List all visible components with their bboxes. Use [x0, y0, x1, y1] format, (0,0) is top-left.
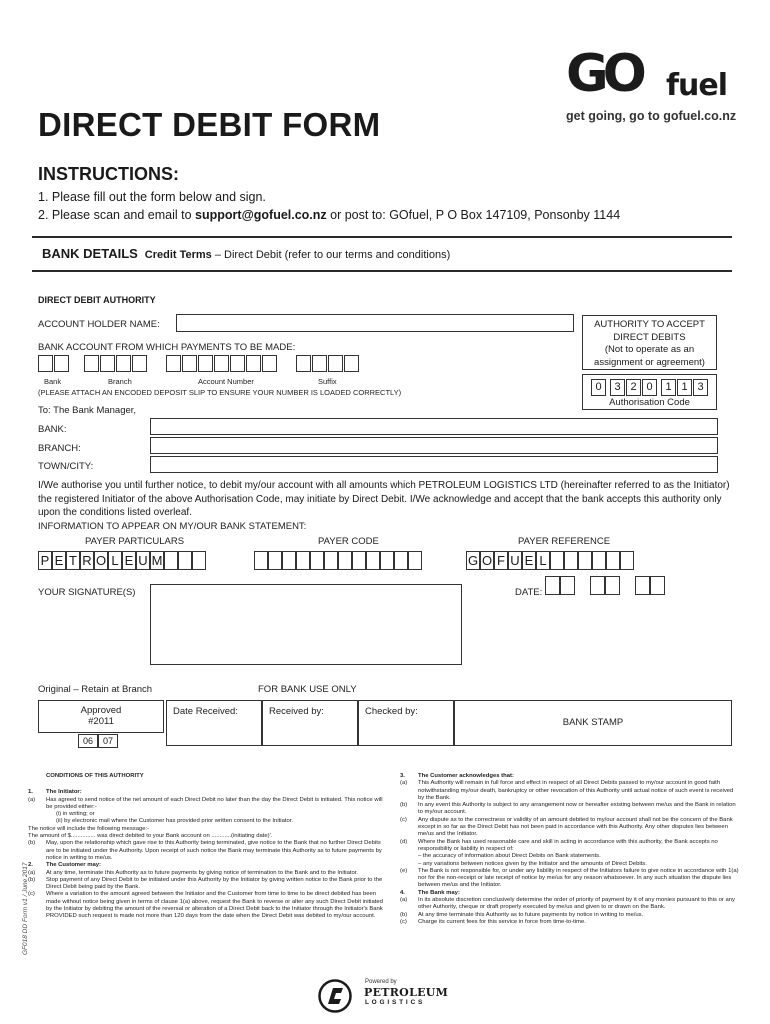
- auth-box-line2: DIRECT DEBITS: [613, 331, 686, 343]
- date-received-cell[interactable]: [166, 700, 262, 746]
- auth-code-digit: 0: [642, 379, 657, 396]
- bank-stamp-cell: [454, 700, 732, 746]
- code-char[interactable]: [310, 551, 324, 570]
- cond-num: (c): [400, 918, 407, 925]
- attach-note: (PLEASE ATTACH AN ENCODED DEPOSIT SLIP TO ENSURE YOUR NUMBER IS LOADED CORRECTLY): [38, 388, 402, 397]
- particulars-char[interactable]: E: [52, 551, 66, 570]
- instruction-2-suffix: or post to: GOfuel, P O Box 147109, Ponsonby 1144: [326, 208, 621, 222]
- cond-text: In its absolute discretion conclusively determine the order of priority of payment by it of any monies pursuant to this or any other Authority, cheque or draft properly executed by me/us and given to or drawn on the Bank.: [418, 897, 735, 911]
- cond-num: (b): [400, 911, 408, 918]
- bank-details-heading: [42, 246, 450, 261]
- cond-text: At any time, terminate this Authority as to future payments by giving notice of termination to the Bank and to the Initiator.: [46, 869, 359, 876]
- reference-char[interactable]: [620, 551, 634, 570]
- date-digit[interactable]: [560, 576, 575, 595]
- cond-4c: [400, 919, 740, 926]
- cond-num: (a): [28, 796, 36, 803]
- signature-label: YOUR SIGNATURE(S): [38, 587, 136, 598]
- auth-code-digit: 3: [693, 379, 708, 396]
- powered-by: Powered by: [365, 979, 397, 985]
- account-digit[interactable]: [198, 355, 213, 372]
- branch-digit[interactable]: [100, 355, 115, 372]
- cond-3d-2: – any variations between notices given by the Initiator and the amounts of Direct Debits.: [418, 860, 647, 867]
- code-char[interactable]: [408, 551, 422, 570]
- cond-num: (a): [400, 897, 408, 904]
- particulars-char[interactable]: T: [66, 551, 80, 570]
- code-char[interactable]: [338, 551, 352, 570]
- particulars-char[interactable]: [164, 551, 178, 570]
- authorisation-code-panel: [582, 374, 717, 410]
- auth-code-digit: 1: [677, 379, 692, 396]
- particulars-char[interactable]: P: [38, 551, 52, 570]
- cond-1a-i: (i) in writing; or: [56, 811, 95, 818]
- credit-terms-label: Credit Terms: [144, 249, 212, 261]
- cond-notice: The notice will include the following message:-: [28, 825, 150, 832]
- cond-2c: [28, 891, 390, 920]
- code-char[interactable]: [366, 551, 380, 570]
- cond-1a: [28, 797, 390, 812]
- cond-section-3: [400, 773, 740, 780]
- cond-text: Where a variation to the amount agreed between the Initiator and the Customer from time to time to be direct debited has been made without notice being given in terms of clause 1(a) above, request the Bank to reverse or alter any such Direct Debit initiated by the Initiator by debiting the amount of the reversal or alteration of a Direct Debit back to the Initiator through the Initiator's Bank PROVIDED such request is made not more than 120 days from the date when the Direct Debit was debited to my/our account.: [46, 891, 383, 920]
- cond-section-4: [400, 890, 740, 897]
- authority-heading: DIRECT DEBIT AUTHORITY: [38, 295, 156, 305]
- statement-heading: INFORMATION TO APPEAR ON MY/OUR BANK STATEMENT:: [38, 521, 307, 532]
- cond-1b: [28, 840, 390, 862]
- auth-code-digit: 2: [626, 379, 641, 396]
- logo-tagline: get going, go to gofuel.co.nz: [566, 109, 737, 123]
- particulars-char[interactable]: [178, 551, 192, 570]
- branch-label: BRANCH:: [38, 443, 81, 454]
- bank-label: BANK:: [38, 424, 67, 435]
- col-suffix-label: Suffix: [318, 377, 337, 386]
- for-bank-use-only: FOR BANK USE ONLY: [258, 684, 357, 695]
- date-digit[interactable]: [605, 576, 620, 595]
- received-by-label: Received by:: [269, 706, 324, 717]
- code-char[interactable]: [380, 551, 394, 570]
- cond-text: Charge its current fees for this service in force from time-to-time.: [418, 918, 586, 925]
- cond-3e: [400, 868, 740, 890]
- date-received-label: Date Received:: [173, 706, 238, 717]
- bank-stamp-label: BANK STAMP: [562, 717, 624, 728]
- cond-4b: [400, 912, 740, 919]
- reference-char[interactable]: U: [508, 551, 522, 570]
- cond-text: The Bank is not responsible for, or under any liability in respect of the Initiators failure to give notice in accordance with 1(a) nor for the non-receipt or late receipt of notice by me/us for any reason whatsoever. In any such situation the dispute lies between me/us and the Initiator.: [418, 867, 739, 889]
- date-digit[interactable]: [590, 576, 605, 595]
- date-digit[interactable]: [545, 576, 560, 595]
- reference-char[interactable]: F: [494, 551, 508, 570]
- reference-char[interactable]: [606, 551, 620, 570]
- suffix-digit[interactable]: [328, 355, 343, 372]
- auth-code-digit: 3: [610, 379, 625, 396]
- bank-digit[interactable]: [54, 355, 69, 372]
- cond-2b: [28, 877, 390, 892]
- cond-2a: [28, 870, 390, 877]
- code-char[interactable]: [352, 551, 366, 570]
- cond-text: Where the Bank has used reasonable care and skill in acting in accordance with this authority, the Bank accepts no responsibility or liability in respect of:: [418, 838, 718, 852]
- cond-3c: [400, 817, 740, 839]
- auth-code-digit: 1: [661, 379, 676, 396]
- divider-top: [32, 236, 732, 238]
- code-char[interactable]: [324, 551, 338, 570]
- suffix-digit[interactable]: [344, 355, 359, 372]
- town-city-field[interactable]: [150, 456, 718, 473]
- cond-3a: [400, 780, 740, 802]
- signature-box[interactable]: [150, 584, 462, 665]
- authorise-paragraph: I/We authorise you until further notice, to debit my/our account with all amounts which PETROLEUM LOGISTICS LTD (hereinafter referred to as the Initiator) the registered Initiator of the above Authorisation Code, may initiate by Direct Debit. I/We acknowledge and accept that the bank accepts this authority only upon the conditions listed overleaf.: [38, 480, 730, 518]
- cond-text: Any dispute as to the correctness or validity of an amount debited to my/our account shall not be the concern of the Bank except in so far as the Direct Debit has not been paid in accordance with this Authority. Any other disputes lies between me/us and the Initiator.: [418, 816, 733, 838]
- branch-digit[interactable]: [116, 355, 131, 372]
- reference-char[interactable]: [578, 551, 592, 570]
- account-digit[interactable]: [214, 355, 229, 372]
- divider-bottom: [32, 270, 732, 272]
- col-account-label: Account Number: [198, 377, 254, 386]
- cond-title: The Customer acknowledges that:: [418, 773, 514, 779]
- code-char[interactable]: [282, 551, 296, 570]
- suffix-digit[interactable]: [312, 355, 327, 372]
- auth-box-line1: AUTHORITY TO ACCEPT: [594, 319, 705, 330]
- particulars-char[interactable]: O: [95, 553, 107, 568]
- credit-terms-dash: –: [211, 249, 225, 261]
- instruction-2: [38, 208, 620, 222]
- bank-field[interactable]: [150, 418, 718, 435]
- cond-num: (b): [400, 802, 408, 809]
- col-bank-label: Bank: [44, 377, 62, 386]
- reference-char[interactable]: L: [536, 551, 550, 570]
- cond-text: May, upon the relationship which gave rise to this Authority being terminated, give notice to the Bank that no further Direct Debits are to be initiated under the Authority. Upon receipt of such notice the Bank may terminate this Authority as to future payments by notice in writing to me/us.: [46, 840, 382, 861]
- bank-account-digits: [38, 355, 578, 375]
- cond-1a-ii: (ii) by electronic mail where the Customer has provided prior written consent to the Initiator.: [56, 818, 294, 825]
- cond-title: The Initiator:: [46, 789, 82, 796]
- bank-code-a: 06: [78, 734, 98, 748]
- cond-num: (c): [28, 891, 35, 898]
- form-reference: GF018 DD Form v1 / June 2017: [22, 862, 29, 955]
- to-bank-manager: To: The Bank Manager,: [38, 405, 137, 416]
- support-email-link[interactable]: support@gofuel.co.nz: [195, 208, 327, 222]
- cond-num: 2.: [28, 862, 33, 869]
- reference-char[interactable]: [550, 551, 564, 570]
- cond-text: This Authority will remain in full force and effect in respect of all Direct Debits passed to my/our account in good faith notwithstanding my/our death, bankruptcy or other revocation of this Authority until actual notice of such event is received by the Bank.: [418, 780, 734, 801]
- code-char[interactable]: [296, 551, 310, 570]
- particulars-char[interactable]: R: [80, 551, 94, 570]
- cond-text: At any time terminate this Authority as to future payments by notice in writing to me/us.: [418, 911, 644, 918]
- cond-text: Stop payment of any Direct Debit to be initiated under this Authority by the Initiator by giving written notice to the Bank prior to the Direct Debit being paid by the Bank.: [46, 876, 383, 891]
- cond-text: In any event this Authority is subject to any arrangement now or hereafter existing between me/us and the Bank in relation to my/our account.: [418, 802, 736, 816]
- cond-num: (d): [400, 838, 408, 845]
- account-digit[interactable]: [262, 355, 277, 372]
- date-label: DATE:: [515, 587, 543, 598]
- code-char[interactable]: [254, 551, 268, 570]
- reference-char[interactable]: [564, 551, 578, 570]
- cond-num: 1.: [28, 789, 33, 796]
- bank-details-title: BANK DETAILS: [42, 246, 138, 261]
- bank-code-b: 07: [98, 734, 118, 748]
- payer-particulars-label: PAYER PARTICULARS: [85, 536, 185, 547]
- payer-code-boxes: [254, 551, 454, 573]
- payer-particulars-boxes: [38, 551, 238, 573]
- cond-3d: [400, 839, 740, 854]
- cond-title: The Bank may:: [418, 889, 460, 896]
- cond-section-2: [28, 862, 390, 869]
- code-char[interactable]: [268, 551, 282, 570]
- cond-3d-1: – the accuracy of information about Direct Debits on Bank statements.: [418, 853, 601, 860]
- particulars-char[interactable]: M: [151, 553, 163, 568]
- brand-petroleum: PETROLEUM: [364, 986, 449, 999]
- account-digit[interactable]: [166, 355, 181, 372]
- branch-field[interactable]: [150, 437, 718, 454]
- suffix-digit[interactable]: [296, 355, 311, 372]
- code-char[interactable]: [394, 551, 408, 570]
- form-title: DIRECT DEBIT FORM: [38, 106, 381, 143]
- reference-char[interactable]: O: [481, 553, 493, 568]
- cond-num: (a): [400, 780, 408, 787]
- instruction-2-prefix: 2. Please scan and email to: [38, 208, 196, 222]
- authority-accept-box: [582, 315, 717, 370]
- reference-char[interactable]: E: [522, 551, 536, 570]
- payer-reference-boxes: [466, 551, 666, 573]
- cond-num: 4.: [400, 889, 405, 896]
- account-digit[interactable]: [246, 355, 261, 372]
- cond-num: (b): [28, 876, 36, 883]
- logo-go-text: GO: [566, 44, 641, 104]
- cond-amount: The amount of $............... was direct debited to your Bank account on ............(initiating date)'.: [28, 833, 273, 840]
- logo-fuel-text: fuel: [666, 68, 728, 103]
- account-holder-label: ACCOUNT HOLDER NAME:: [38, 319, 160, 330]
- particulars-char[interactable]: E: [122, 551, 136, 570]
- petroleum-logistics-logo: [318, 973, 468, 1017]
- town-city-label: TOWN/CITY:: [38, 461, 94, 472]
- reference-char[interactable]: G: [467, 553, 479, 568]
- received-by-cell[interactable]: [262, 700, 358, 746]
- approved-cell: [38, 700, 164, 733]
- date-digit[interactable]: [635, 576, 650, 595]
- cond-4a: [400, 897, 740, 912]
- account-digit[interactable]: [182, 355, 197, 372]
- date-field: [545, 576, 670, 596]
- bank-account-label: BANK ACCOUNT FROM WHICH PAYMENTS TO BE MADE:: [38, 342, 296, 353]
- instruction-1: 1. Please fill out the form below and sign.: [38, 190, 266, 204]
- cond-num: (c): [400, 816, 407, 823]
- approved-number: #2011: [88, 716, 114, 727]
- branch-digit[interactable]: [132, 355, 147, 372]
- payer-code-label: PAYER CODE: [318, 536, 379, 547]
- brand-logistics: L O G I S T I C S: [365, 999, 423, 1006]
- auth-code-label: Authorisation Code: [609, 397, 690, 408]
- branch-digit[interactable]: [84, 355, 99, 372]
- particulars-char[interactable]: L: [108, 551, 122, 570]
- conditions-heading: CONDITIONS OF THIS AUTHORITY: [46, 773, 144, 779]
- checked-by-label: Checked by:: [365, 706, 418, 717]
- payer-reference-label: PAYER REFERENCE: [518, 536, 611, 547]
- account-digit[interactable]: [230, 355, 245, 372]
- col-branch-label: Branch: [108, 377, 132, 386]
- cond-section-1: [28, 789, 390, 796]
- cond-num: (b): [28, 840, 36, 847]
- reference-char[interactable]: [592, 551, 606, 570]
- pl-emblem-icon: [318, 979, 352, 1013]
- auth-box-line4: assignment or agreement): [594, 356, 705, 368]
- checked-by-cell[interactable]: [358, 700, 454, 746]
- particulars-char[interactable]: U: [136, 551, 150, 570]
- conditions-left-column: [28, 773, 390, 921]
- credit-terms-text: Direct Debit (refer to our terms and conditions): [224, 249, 451, 261]
- cond-num: (a): [28, 869, 36, 876]
- cond-3b: [400, 802, 740, 817]
- date-digit[interactable]: [650, 576, 665, 595]
- auth-code-digit: 0: [591, 379, 606, 396]
- particulars-char[interactable]: [192, 551, 206, 570]
- account-holder-field[interactable]: [176, 314, 574, 332]
- cond-title: The Customer may:: [46, 862, 101, 869]
- cond-text: Has agreed to send notice of the net amount of each Direct Debit no later than the day the Direct Debit is initiated. This notice will be provided either:-: [46, 796, 383, 810]
- retain-at-branch: Original – Retain at Branch: [38, 684, 153, 695]
- conditions-right-column: [400, 773, 740, 926]
- auth-box-line3: (Not to operate as an: [604, 344, 695, 355]
- cond-num: (e): [400, 867, 408, 874]
- instructions-title: INSTRUCTIONS:: [38, 164, 179, 184]
- bank-digit[interactable]: [38, 355, 53, 372]
- approved-label: Approved: [80, 705, 122, 716]
- cond-num: 3.: [400, 773, 405, 779]
